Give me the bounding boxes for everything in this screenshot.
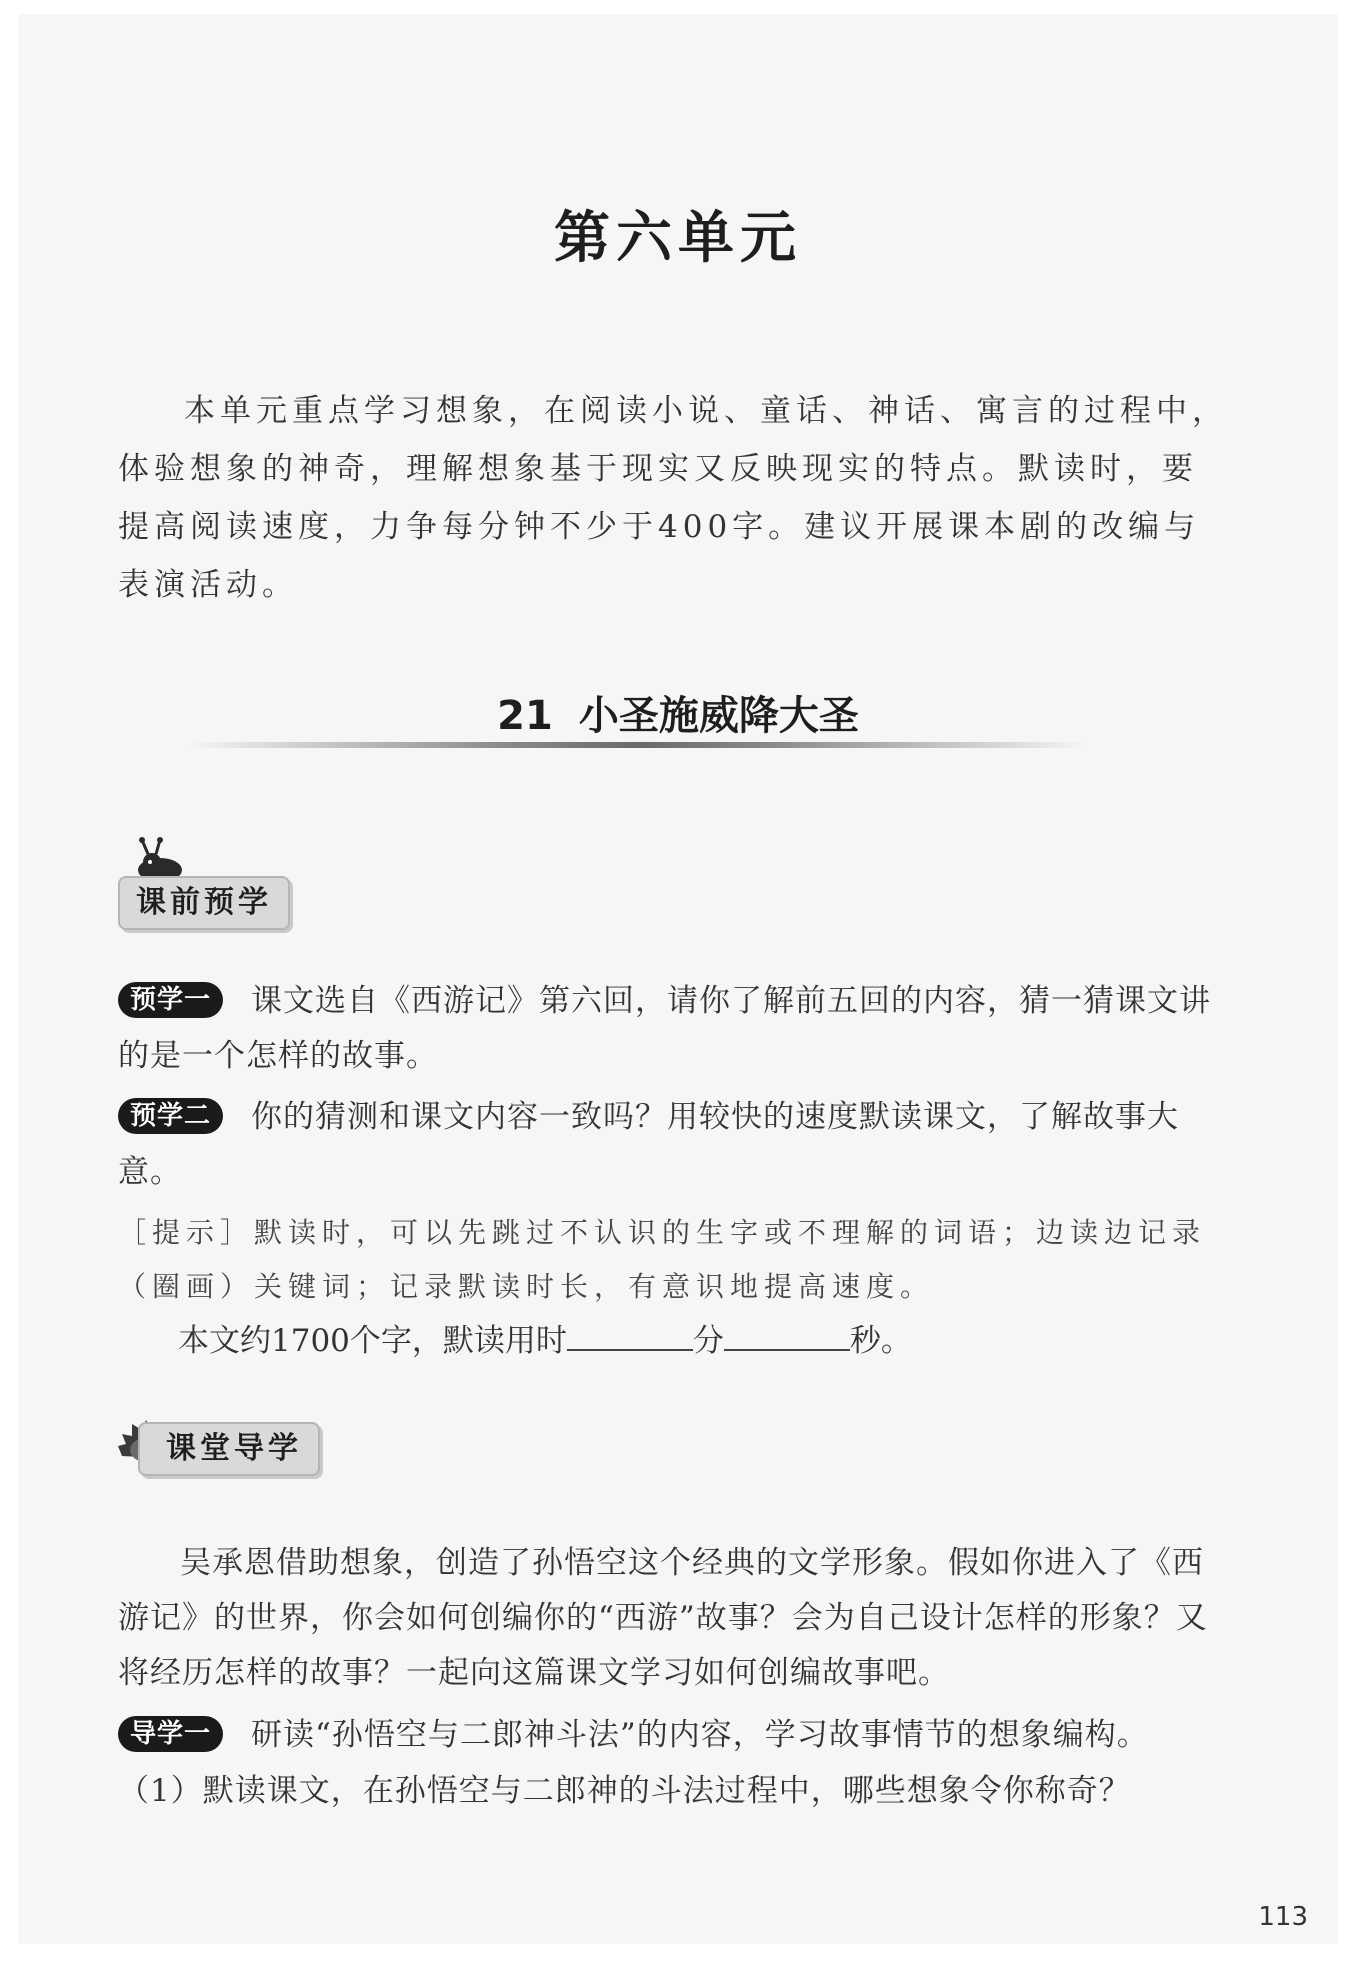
- lesson-number: 21: [497, 693, 553, 739]
- section-badge-prep: 课前预学: [118, 876, 290, 930]
- page-number: 113: [1258, 1902, 1308, 1932]
- second-unit: 秒。: [849, 1323, 912, 1359]
- unit-title: 第六单元: [554, 206, 802, 271]
- minute-unit: 分: [692, 1323, 724, 1359]
- question-1: （1）默读课文，在孙悟空与二郎神的斗法过程中，哪些想象令你称奇？: [118, 1773, 1131, 1809]
- textbook-page: [18, 14, 1338, 1944]
- unit-intro: 本单元重点学习想象，在阅读小说、童话、神话、寓言的过程中，体验想象的神奇，理解想象基于现实又反映现实的特点。默读时，要提高阅读速度，力争每分钟不少于400字。建议开展课本剧的改编与表演活动。: [118, 393, 1228, 603]
- prep-2-tag: 预学二: [118, 1098, 223, 1134]
- guide-1-text: 研读“孙悟空与二郎神斗法”的内容，学习故事情节的想象编构。: [251, 1717, 1149, 1753]
- lesson-title: [18, 684, 1338, 741]
- reading-time-prefix: 本文约1700个字，默读用时: [178, 1323, 567, 1359]
- lesson-name: 小圣施威降大圣: [578, 693, 859, 739]
- reading-hint: ［提示］默读时，可以先跳过不认识的生字或不理解的词语；边读边记录（圈画）关键词；记录默读时长，有意识地提高速度。: [118, 1216, 1207, 1303]
- title-divider: [188, 742, 1088, 748]
- minutes-blank[interactable]: [567, 1315, 693, 1351]
- prep-1-text: 课文选自《西游记》第六回，请你了解前五回的内容，猜一猜课文讲的是一个怎样的故事。: [118, 983, 1212, 1074]
- guide-1-tag: 导学一: [118, 1716, 223, 1752]
- section-badge-class: 课堂导学: [138, 1422, 320, 1476]
- seconds-blank[interactable]: [724, 1315, 850, 1351]
- guide-task-1: [118, 1708, 1228, 1763]
- prep-task-1: [118, 974, 1228, 1084]
- prep-1-tag: 预学一: [118, 982, 223, 1018]
- class-intro: 吴承恩借助想象，创造了孙悟空这个经典的文学形象。假如你进入了《西游记》的世界，你会如何创编你的“西游”故事？会为自己设计怎样的形象？又将经历怎样的故事？一起向这篇课文学习如何创编故事吧。: [118, 1545, 1208, 1691]
- prep-2-text: 你的猜测和课文内容一致吗？用较快的速度默读课文，了解故事大意。: [118, 1099, 1180, 1190]
- reading-time-line: [178, 1314, 912, 1369]
- prep-task-2: [118, 1090, 1228, 1200]
